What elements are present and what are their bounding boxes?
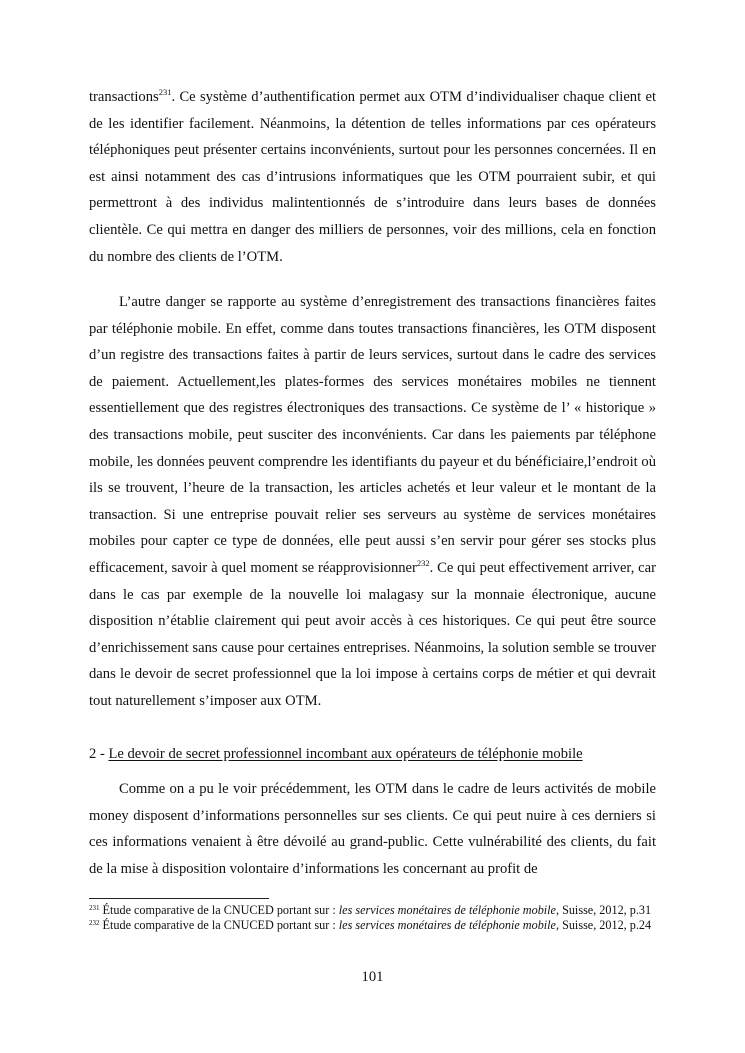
section-heading-prefix: 2 - <box>89 746 109 762</box>
paragraph-1 <box>89 84 656 270</box>
footnote-232 <box>89 918 656 933</box>
page-number: 101 <box>361 969 384 985</box>
footnote-231 <box>89 903 656 918</box>
footnote-number: 232 <box>89 918 100 927</box>
footnote-work-title: les services monétaires de téléphonie mobile <box>338 903 556 917</box>
paragraph-2 <box>89 289 656 715</box>
footnote-ref-231: 231 <box>158 87 172 97</box>
footnote-text: Étude comparative de la CNUCED portant sur : <box>99 903 339 917</box>
paragraph-2-text-a: L’autre danger se rapporte au système d’enregistrement des transactions financières faites par téléphonie mobile. En effet, comme dans toutes transactions financières, les OTM disposent d’un registre des transactions faites à partir de leurs services, surtout dans le cadre des services de paiement. Actuellement,les plates-formes des services monétaires mobiles ne tiennent essentiellement que des registres électroniques des transactions. Ce système de l’ « historique » des transactions mobile, peut susciter des inconvénients. Car dans les paiements par téléphone mobile, les données peuvent comprendre les identifiants du payeur et du bénéficiaire,l’endroit où ils se trouvent, l’heure de la transaction, les articles achetés et leur valeur et le montant de la transaction. Si une entreprise pouvait relier ses serveurs au système de services monétaires mobiles pour capter ce type de données, elle peut aussi s’en servir pour gérer ses stocks plus efficacement, savoir à quel moment se réapprovisionner <box>89 294 656 576</box>
footnotes <box>89 903 656 932</box>
paragraph-2-text-b: . Ce qui peut effectivement arriver, car dans le cas par exemple de la nouvelle loi malagasy sur la monnaie électronique, aucune disposition n’établie clairement qui peut avoir accès à ces historiques. Ce qui peut être source d’enrichissement sans cause pour certaines entreprises. Néanmoins, la solution semble se trouver dans le devoir de secret professionnel que la loi impose à certains corps de métier et qui devrait tout naturellement s’imposer aux OTM. <box>89 559 656 709</box>
footnote-work-title: les services monétaires de téléphonie mobile <box>338 917 556 932</box>
footnote-source: , Suisse, 2012, p.31 <box>555 903 652 917</box>
paragraph-1-text: . Ce système d’authentification permet aux OTM d’individualiser chaque client et de les identifier facilement. Néanmoins, la détention de telles informations par ces opérateurs téléphoniques peut présenter certains inconvénients, surtout pour les personnes concernées. Il en est ainsi notamment des cas d’intrusions informatiques que les OTM pourraient subir, et qui permettront à des individus malintentionnés de s’introduire dans leurs bases de données clientèle. Ce qui mettra en danger des milliers de personnes, voir des millions, cela en fonction du nombre des clients de l’OTM. <box>89 89 656 265</box>
footnote-source: , Suisse, 2012, p.24 <box>555 917 652 932</box>
footnote-number: 231 <box>89 904 100 912</box>
section-heading-title: Le devoir de secret professionnel incombant aux opérateurs de téléphonie mobile <box>108 746 583 762</box>
footnote-ref-232: 232 <box>416 557 430 568</box>
paragraph-1-lead: transactions <box>89 89 159 105</box>
section-heading <box>89 741 583 767</box>
paragraph-3 <box>89 776 656 882</box>
footnote-divider <box>89 898 269 899</box>
footnote-text: Étude comparative de la CNUCED portant sur : <box>99 917 339 932</box>
paragraph-3-text: Comme on a pu le voir précédemment, les OTM dans le cadre de leurs activités de mobile money disposent d’informations personnelles sur ses clients. Ce qui peut nuire à ces derniers si ces informations venaient à être dévoilé au grand-public. Cette vulnérabilité des clients, du fait de la mise à disposition volontaire d’informations les concernant au profit de <box>89 781 656 877</box>
